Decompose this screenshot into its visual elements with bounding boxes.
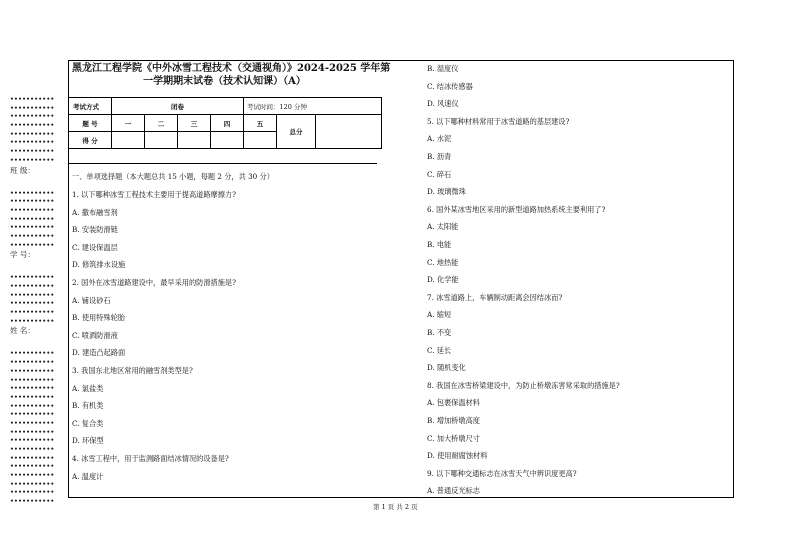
binding-dot-line: ••••••••••• bbox=[10, 274, 55, 282]
answer-option[interactable]: C. 喷洒防滑液 bbox=[72, 330, 118, 340]
binding-dot-line: ••••••••••• bbox=[10, 472, 55, 480]
col-2: 二 bbox=[145, 115, 178, 132]
score-label: 得 分 bbox=[69, 132, 112, 149]
binding-dot-line: ••••••••••• bbox=[10, 291, 55, 299]
answer-option[interactable]: C. 碎石 bbox=[427, 169, 452, 179]
exam-title bbox=[72, 62, 412, 88]
score-cell-1[interactable] bbox=[112, 132, 145, 149]
binding-dot-line: ••••••••••• bbox=[10, 454, 55, 462]
binding-dot-line: ••••••••••• bbox=[10, 463, 55, 471]
answer-option[interactable]: B. 安装防滑链 bbox=[72, 225, 118, 235]
total-label: 总分 bbox=[277, 115, 316, 149]
binding-dot-line: ••••••••••• bbox=[10, 104, 55, 112]
question-no-label: 题 号 bbox=[69, 115, 112, 132]
answer-option[interactable]: C. 加大桥墩尺寸 bbox=[427, 433, 480, 443]
divider bbox=[68, 163, 377, 164]
score-cell-2[interactable] bbox=[145, 132, 178, 149]
binding-gap bbox=[10, 336, 58, 350]
answer-option[interactable]: D. 风速仪 bbox=[427, 99, 459, 109]
binding-dot-line: ••••••••••• bbox=[10, 480, 55, 488]
title-line-1: 黑龙江工程学院《中外冰雪工程技术（交通视角）》2024-2025 学年第 bbox=[72, 63, 391, 74]
binding-dot-line: ••••••••••• bbox=[10, 428, 55, 436]
binding-dot-line: ••••••••••• bbox=[10, 232, 55, 240]
answer-option[interactable]: C. 地热能 bbox=[427, 257, 459, 267]
answer-option[interactable]: B. 不变 bbox=[427, 328, 452, 337]
binding-dot-line: ••••••••••• bbox=[10, 156, 55, 164]
binding-dot-line: ••••••••••• bbox=[10, 241, 55, 249]
binding-margin bbox=[10, 96, 58, 507]
binding-label: 姓 名： bbox=[10, 326, 35, 336]
answer-option[interactable]: D. 修筑排水设施 bbox=[72, 260, 126, 270]
binding-dot-line: ••••••••••• bbox=[10, 498, 55, 506]
binding-label: 班 级： bbox=[10, 165, 35, 175]
answer-option[interactable]: B. 有机类 bbox=[72, 401, 104, 411]
binding-dot-line: ••••••••••• bbox=[10, 411, 55, 419]
binding-dot-line: ••••••••••• bbox=[10, 385, 55, 393]
binding-gap bbox=[10, 260, 58, 274]
binding-dot-line: ••••••••••• bbox=[10, 206, 55, 214]
answer-option[interactable]: D. 环保型 bbox=[72, 436, 104, 446]
binding-dot-line: ••••••••••• bbox=[10, 393, 55, 401]
binding-dot-line: ••••••••••• bbox=[10, 148, 55, 156]
binding-dot-line: ••••••••••• bbox=[10, 309, 55, 317]
binding-dot-line: ••••••••••• bbox=[10, 489, 55, 497]
score-cell-5[interactable] bbox=[244, 132, 277, 149]
binding-dot-line: ••••••••••• bbox=[10, 139, 55, 147]
exam-mode-label: 考试方式 bbox=[69, 98, 112, 115]
question-text: 7. 冰雪道路上，车辆制动距离会因结冰而? bbox=[427, 292, 563, 302]
answer-option[interactable]: B. 电能 bbox=[427, 240, 452, 249]
binding-dot-line: ••••••••••• bbox=[10, 300, 55, 308]
answer-option[interactable]: A. 缩短 bbox=[427, 310, 452, 320]
question-text: 6. 国外某冰雪地区采用的新型道路加热系统主要利用了? bbox=[427, 204, 606, 214]
question-text: 5. 以下哪种材料常用于冰雪道路的基层建设? bbox=[427, 116, 570, 126]
binding-dot-line: ••••••••••• bbox=[10, 283, 55, 290]
answer-option[interactable]: B. 沥青 bbox=[427, 152, 452, 161]
binding-dot-line: ••••••••••• bbox=[10, 224, 55, 232]
col-4: 四 bbox=[211, 115, 244, 132]
binding-label: 学 号： bbox=[10, 250, 35, 260]
question-text: 1. 以下哪种冰雪工程技术主要用于提高道路摩擦力? bbox=[72, 190, 236, 199]
question-text: 2. 国外在冰雪道路建设中，最早采用的防滑措施是? bbox=[72, 278, 236, 287]
answer-option[interactable]: C. 建设保温层 bbox=[72, 242, 118, 252]
answer-option[interactable]: A. 包裹保温材料 bbox=[427, 398, 480, 408]
page-indicator: 第 1 页 共 2 页 bbox=[373, 503, 418, 511]
answer-option[interactable]: C. 结冰传感器 bbox=[427, 81, 473, 91]
answer-option[interactable]: D. 使用耐腐蚀材料 bbox=[427, 451, 488, 461]
binding-dot-line: ••••••••••• bbox=[10, 402, 55, 410]
question-text: 9. 以下哪种交通标志在冰雪天气中辨识度更高? bbox=[427, 468, 577, 478]
binding-gap bbox=[10, 176, 58, 190]
answer-option[interactable]: D. 随机变化 bbox=[427, 363, 466, 373]
binding-dot-line: ••••••••••• bbox=[10, 130, 55, 138]
binding-dot-line: ••••••••••• bbox=[10, 367, 55, 375]
answer-option[interactable]: B. 湿度仪 bbox=[427, 64, 459, 73]
score-table bbox=[68, 97, 382, 149]
binding-dot-line: ••••••••••• bbox=[10, 189, 55, 197]
score-cell-3[interactable] bbox=[178, 132, 211, 149]
answer-option[interactable]: D. 化学能 bbox=[427, 275, 459, 285]
binding-dot-line: ••••••••••• bbox=[10, 215, 55, 223]
answer-option[interactable]: C. 复合类 bbox=[72, 418, 104, 428]
total-score-cell[interactable] bbox=[316, 115, 382, 149]
answer-option[interactable]: D. 建造凸起路面 bbox=[72, 348, 126, 358]
answer-option[interactable]: A. 铺设砂石 bbox=[72, 295, 111, 305]
answer-option[interactable]: A. 太阳能 bbox=[427, 222, 459, 232]
binding-dot-line: ••••••••••• bbox=[10, 122, 55, 130]
title-line-2: 一学期期末试卷（技术认知课）（A） bbox=[143, 76, 306, 87]
answer-option[interactable]: B. 增加桥墩高度 bbox=[427, 416, 480, 425]
answer-option[interactable]: A. 普通反光标志 bbox=[427, 486, 480, 496]
answer-option[interactable]: C. 延长 bbox=[427, 345, 452, 355]
answer-option[interactable]: D. 玻璃微珠 bbox=[427, 187, 466, 197]
answer-option[interactable]: B. 使用特殊轮胎 bbox=[72, 313, 125, 323]
binding-dot-line: ••••••••••• bbox=[10, 96, 55, 103]
binding-dot-line: ••••••••••• bbox=[10, 317, 55, 325]
binding-dot-line: ••••••••••• bbox=[10, 376, 55, 384]
binding-dot-line: ••••••••••• bbox=[10, 359, 55, 367]
exam-mode-value: 闭卷 bbox=[112, 98, 244, 115]
answer-option[interactable]: A. 氯盐类 bbox=[72, 383, 104, 393]
section-heading: 一、单项选择题（本大题总共 15 小题，每题 2 分，共 30 分） bbox=[72, 172, 274, 181]
binding-dot-line: ••••••••••• bbox=[10, 350, 55, 358]
score-cell-4[interactable] bbox=[211, 132, 244, 149]
binding-dot-line: ••••••••••• bbox=[10, 198, 55, 206]
col-3: 三 bbox=[178, 115, 211, 132]
col-5: 五 bbox=[244, 115, 277, 132]
question-text: 4. 冰雪工程中，用于监测路面结冰情况的设备是? bbox=[72, 454, 229, 463]
answer-option[interactable]: A. 水泥 bbox=[427, 134, 452, 144]
exam-time: 考试时间：120 分钟 bbox=[244, 98, 382, 115]
answer-option[interactable]: A. 温度计 bbox=[72, 471, 104, 481]
question-text: 8. 我国在冰雪桥梁建设中，为防止桥墩冻害常采取的措施是? bbox=[427, 380, 620, 390]
binding-dot-line: ••••••••••• bbox=[10, 113, 55, 121]
question-text: 3. 我国东北地区常用的融雪剂类型是? bbox=[72, 366, 193, 375]
binding-dot-line: ••••••••••• bbox=[10, 419, 55, 427]
binding-dot-line: ••••••••••• bbox=[10, 446, 55, 453]
binding-dot-line: ••••••••••• bbox=[10, 437, 55, 445]
col-1: 一 bbox=[112, 115, 145, 132]
answer-option[interactable]: A. 撒布融雪剂 bbox=[72, 207, 118, 217]
